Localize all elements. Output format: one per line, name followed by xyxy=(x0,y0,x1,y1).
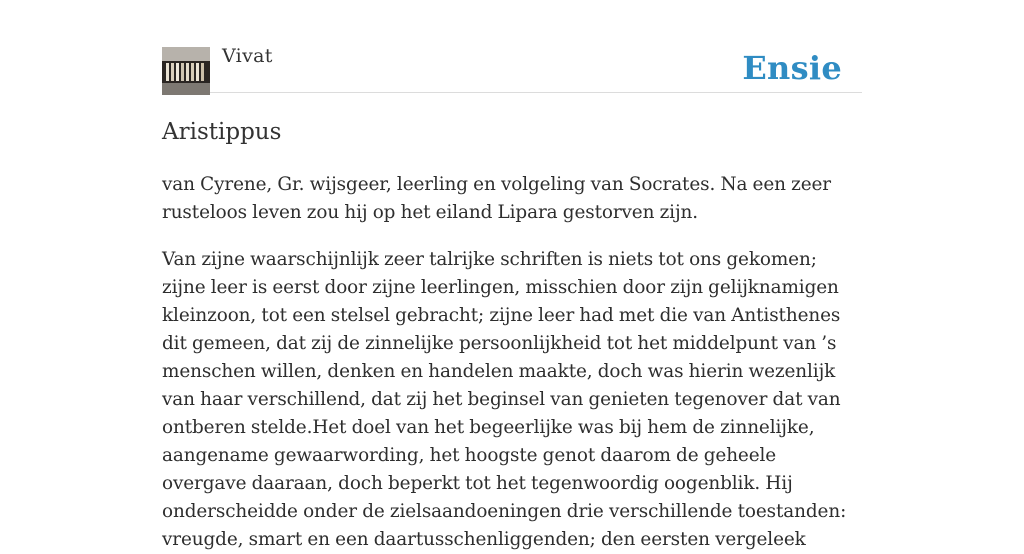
article-paragraph: Van zijne waarschijnlijk zeer talrijke schriften is niets tot ons gekomen; zijne leer is eerst door zijne leerlingen, misschien door zijn gelijknamigen kleinzoon, tot een stelsel gebracht; zijne leer had met die van Antisthenes dit gemeen, dat zij de zinnelijke persoonlijkheid tot het middelpunt van ’s menschen willen, denken en handelen maakte, doch was hierin wezenlijk van haar verschillend, dat zij het beginsel van genieten tegenover dat van ontberen stelde.Het doel van het begeerlijke was bij hem de zinnelijke, aangename gewaarwording, het hoogste genot daarom de geheele overgave daaraan, doch beperkt tot het tegenwoordig oogenblik. Hij onderscheidde onder de zielsaandoeningen drie verschillende toestanden: vreugde, smart en een daartusschenliggenden; den eersten vergeleek xyxy=(162,249,847,550)
source-name[interactable]: Vivat xyxy=(222,45,273,67)
source-avatar[interactable] xyxy=(162,47,210,95)
article-page xyxy=(162,0,862,554)
article-paragraph: van Cyrene, Gr. wijsgeer, leerling en volgeling van Socrates. Na een zeer rusteloos leven zou hij op het eiland Lipara gestorven zijn. xyxy=(162,174,831,223)
bookshelf-avatar-icon xyxy=(162,47,210,95)
brand-logo[interactable]: Ensie xyxy=(742,49,842,87)
page-header xyxy=(162,0,862,93)
article-title: Aristippus xyxy=(162,119,282,145)
